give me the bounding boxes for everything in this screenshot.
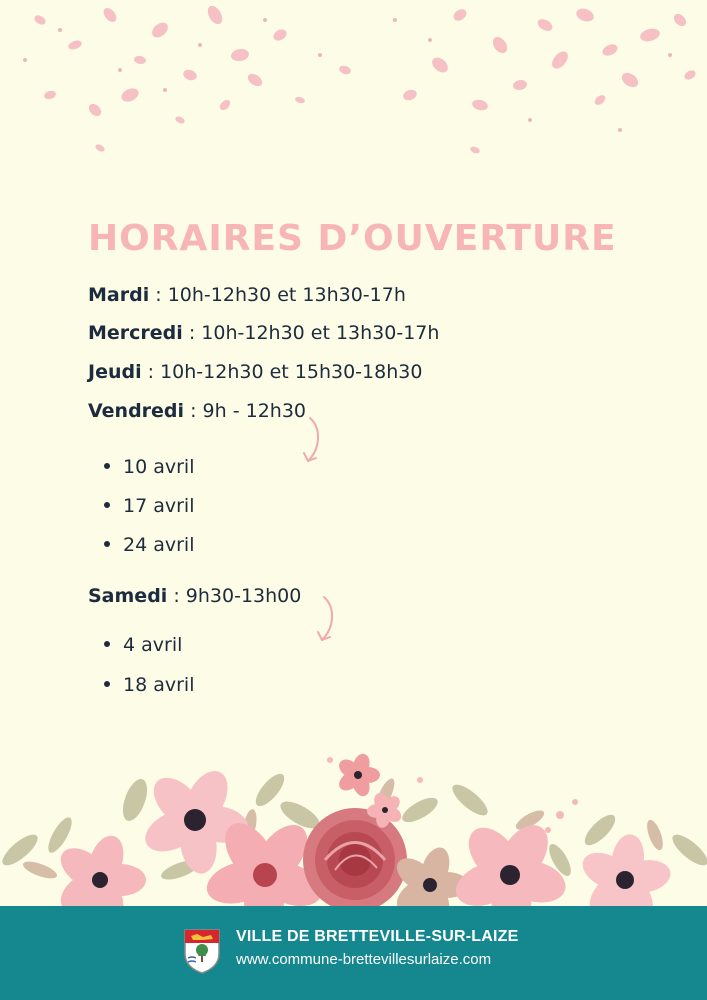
schedule-row-samedi [88,585,301,607]
day-label: Mercredi [88,322,183,344]
schedule-row-vendredi [88,400,306,422]
bullet-icon [104,641,110,647]
curved-arrow-icon [296,415,326,467]
list-item: 17 avril [104,495,194,517]
hours-text: : 9h - 12h30 [184,400,307,422]
curved-arrow-icon [310,594,340,646]
bullet-icon [104,463,110,469]
hours-text: : 10h-12h30 et 15h30-18h30 [141,361,423,383]
hours-text: : 10h-12h30 et 13h30-17h [182,322,440,344]
list-item: 10 avril [104,456,194,478]
bullet-icon [104,502,110,508]
day-label: Vendredi [88,400,185,422]
website-link[interactable]: www.commune-brettevillesurlaize.com [236,951,492,968]
bullet-icon [104,541,110,547]
list-item: 4 avril [104,634,182,656]
town-name: VILLE DE BRETTEVILLE-SUR-LAIZE [236,928,519,945]
flowers-decoration [0,740,707,910]
footer [0,906,707,1000]
schedule-row-jeudi [88,361,422,383]
hours-text: : 10h-12h30 et 13h30-17h [149,284,406,306]
schedule-row-mercredi [88,322,439,344]
day-label: Mardi [88,284,150,306]
bullet-icon [104,681,110,687]
day-label: Samedi [88,585,168,607]
schedule-row-mardi [88,284,406,306]
list-item: 24 avril [104,534,194,556]
petals-decoration [0,0,707,170]
hours-text: : 9h30-13h00 [167,585,302,607]
page-title: HORAIRES D’OUVERTURE [88,218,617,259]
town-crest-icon [183,928,221,974]
list-item: 18 avril [104,674,194,696]
day-label: Jeudi [88,361,142,383]
